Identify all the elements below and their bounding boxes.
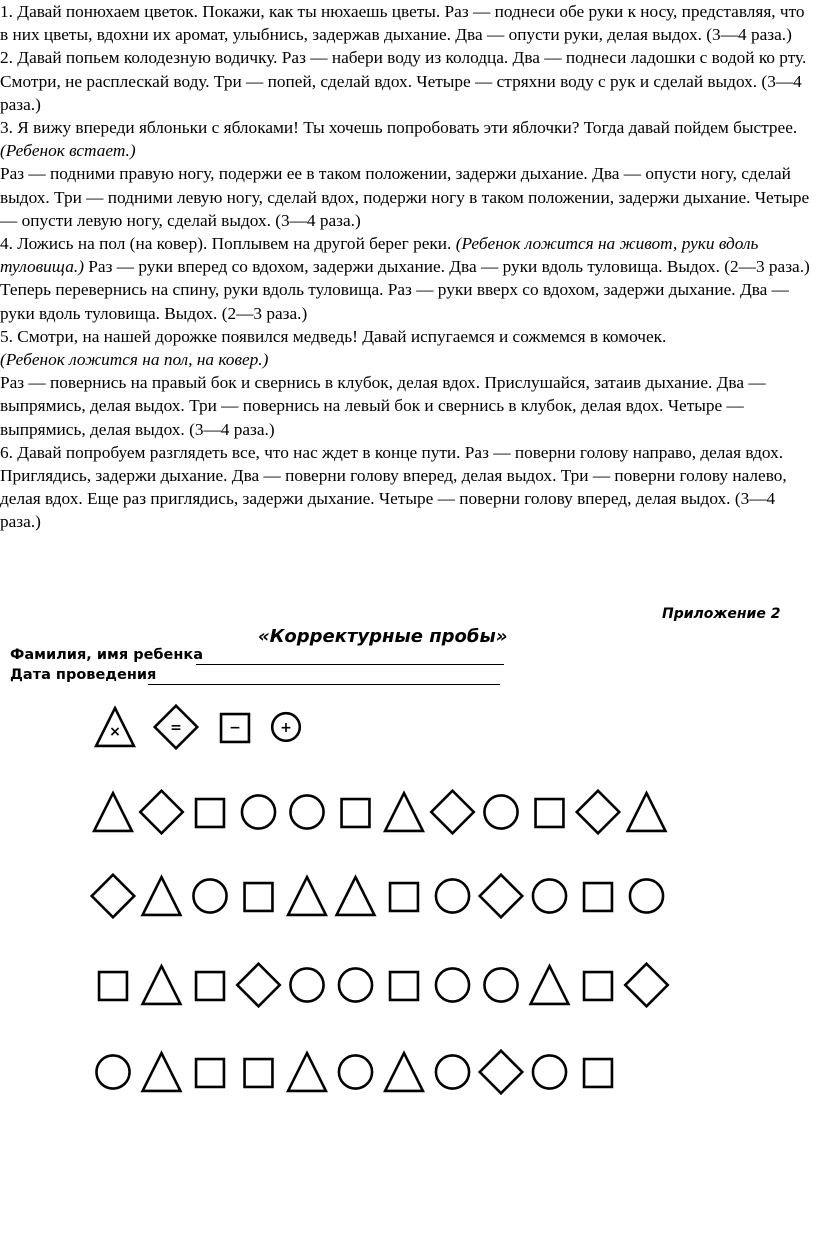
row-1-circle-shape xyxy=(242,795,275,828)
row-1-circle-shape xyxy=(290,795,323,828)
row-4-square-shape xyxy=(196,1059,224,1087)
row-1-diamond-shape xyxy=(577,791,619,833)
row-4-triangle-shape xyxy=(385,1053,423,1091)
row-3-triangle-shape xyxy=(531,966,569,1004)
row-1-circle-shape xyxy=(484,795,517,828)
exercise-3-steps: Раз — подними правую ногу, подержи ее в таком положении, задержи дыхание. Два — опусти ногу, сделай выдох. Три — подними левую ногу, сделай вдох, подержи ногу в таком положении, задержи дыхание. Четыре — опусти левую ногу, сделай выдох. (3—4 раза.) xyxy=(0,164,810,230)
row-3-square-shape xyxy=(390,972,418,1000)
row-4-circle-shape xyxy=(533,1055,566,1088)
row-2-circle-shape xyxy=(630,879,663,912)
row-1-triangle-shape xyxy=(94,793,132,831)
exercise-5-note xyxy=(0,348,816,371)
row-1-square-shape xyxy=(536,799,564,827)
exercise-instructions xyxy=(0,0,816,534)
row-4-triangle-shape xyxy=(143,1053,181,1091)
exercise-3-text: 3. Я вижу впереди яблоньки с яблоками! Ты хочешь попробовать эти яблочки? Тогда давай пойдем быстрее. xyxy=(0,118,798,138)
row-3-square-shape xyxy=(196,972,224,1000)
row-2-square-shape xyxy=(390,883,418,911)
row-1-diamond-shape xyxy=(140,791,182,833)
row-4-square-shape xyxy=(584,1059,612,1087)
row-2-square-shape xyxy=(584,883,612,911)
exercise-6: 6. Давай попробуем разглядеть все, что нас ждет в конце пути. Раз — поверни голову направо, делая вдох. Приглядись, задержи дыхание. Два — поверни голову вперед, делая выдох. Три — поверни голову налево, делая вдох. Еще раз приглядись, задержи дыхание. Четыре — поверни голову вперед, делая выдох. (3—4 раза.) xyxy=(0,442,787,532)
exercise-4-steps: Раз — руки вперед со вдохом, задержи дыхание. Два — руки вдоль туловища. Выдох. (2—3 раза.) Теперь перевернись на спину, руки вдоль туловища. Раз — руки вверх со вдохом, задержи дыхание. Два — руки вдоль туловища. Выдох. (2—3 раза.) xyxy=(0,257,810,323)
exercise-5-steps: Раз — повернись на правый бок и свернись в клубок, делая вдох. Прислушайся, затаив дыхание. Два — выпрямись, делая выдох. Три — повернись на левый бок и свернись в клубок, делая вдох. Четыре — выпрямись, делая выдох. (3—4 раза.) xyxy=(0,373,766,439)
legend-mark: + xyxy=(280,720,292,736)
row-3-circle-shape xyxy=(290,968,323,1001)
date-label: Дата проведения xyxy=(10,667,157,683)
exercise-2: 2. Давай попьем колодезную водичку. Раз — набери воду из колодца. Два — поднеси ладошки с водой ко рту. Смотри, не расплескай воду. Три — попей, сделай вдох. Четыре — стряхни воду с рук и сделай выдох. (3—4 раза.) xyxy=(0,48,807,114)
worksheet-scan xyxy=(0,590,816,1255)
row-4-circle-shape xyxy=(339,1055,372,1088)
row-3-diamond-shape xyxy=(237,964,279,1006)
exercise-3-note: (Ребенок встает.) xyxy=(0,141,136,161)
row-2-triangle-shape xyxy=(143,877,181,915)
legend-mark: = xyxy=(170,720,182,736)
appendix-label: Приложение 2 xyxy=(662,606,781,622)
exercise-4-note: (Ребенок ложится на живот, руки вдоль туловища.) xyxy=(0,234,759,277)
row-2-triangle-shape xyxy=(288,877,326,915)
worksheet-title: «Корректурные пробы» xyxy=(258,626,508,647)
exercise-4 xyxy=(0,232,816,325)
row-4-circle-shape xyxy=(96,1055,129,1088)
exercise-1: 1. Давай понюхаем цветок. Покажи, как ты нюхаешь цветы. Раз — поднеси обе руки к носу, представляя, что в них цветы, вдохни их аромат, улыбнись, задержав дыхание. Два — опусти руки, делая выдох. (3—4 раза.) xyxy=(0,2,805,45)
legend-mark: × xyxy=(109,724,121,740)
row-1-triangle-shape xyxy=(385,793,423,831)
row-2-diamond-shape xyxy=(92,875,134,917)
exercise-3-intro xyxy=(0,116,816,162)
row-1-square-shape xyxy=(342,799,370,827)
exercise-5-intro: 5. Смотри, на нашей дорожке появился медведь! Давай испугаемся и сожмемся в комочек. xyxy=(0,326,667,346)
row-2-triangle-shape xyxy=(337,877,375,915)
row-3-circle-shape xyxy=(484,968,517,1001)
shapes-grid xyxy=(0,590,816,1255)
row-4-triangle-shape xyxy=(288,1053,326,1091)
row-3-square-shape xyxy=(584,972,612,1000)
row-1-triangle-shape xyxy=(628,793,666,831)
row-3-square-shape xyxy=(99,972,127,1000)
row-2-diamond-shape xyxy=(480,875,522,917)
exercise-4-text: 4. Ложись на пол (на ковер). Поплывем на другой берег реки. xyxy=(0,234,456,254)
row-2-circle-shape xyxy=(436,879,469,912)
row-3-diamond-shape xyxy=(625,964,667,1006)
row-2-circle-shape xyxy=(193,879,226,912)
row-4-circle-shape xyxy=(436,1055,469,1088)
row-2-circle-shape xyxy=(533,879,566,912)
row-4-diamond-shape xyxy=(480,1051,522,1093)
row-4-square-shape xyxy=(245,1059,273,1087)
row-1-square-shape xyxy=(196,799,224,827)
legend-mark: − xyxy=(229,720,241,736)
row-1-diamond-shape xyxy=(431,791,473,833)
row-3-circle-shape xyxy=(436,968,469,1001)
child-name-label: Фамилия, имя ребенка xyxy=(10,647,204,663)
exercise-5-note-text: (Ребенок ложится на пол, на ковер.) xyxy=(0,350,269,370)
row-3-triangle-shape xyxy=(143,966,181,1004)
row-2-square-shape xyxy=(245,883,273,911)
row-3-circle-shape xyxy=(339,968,372,1001)
